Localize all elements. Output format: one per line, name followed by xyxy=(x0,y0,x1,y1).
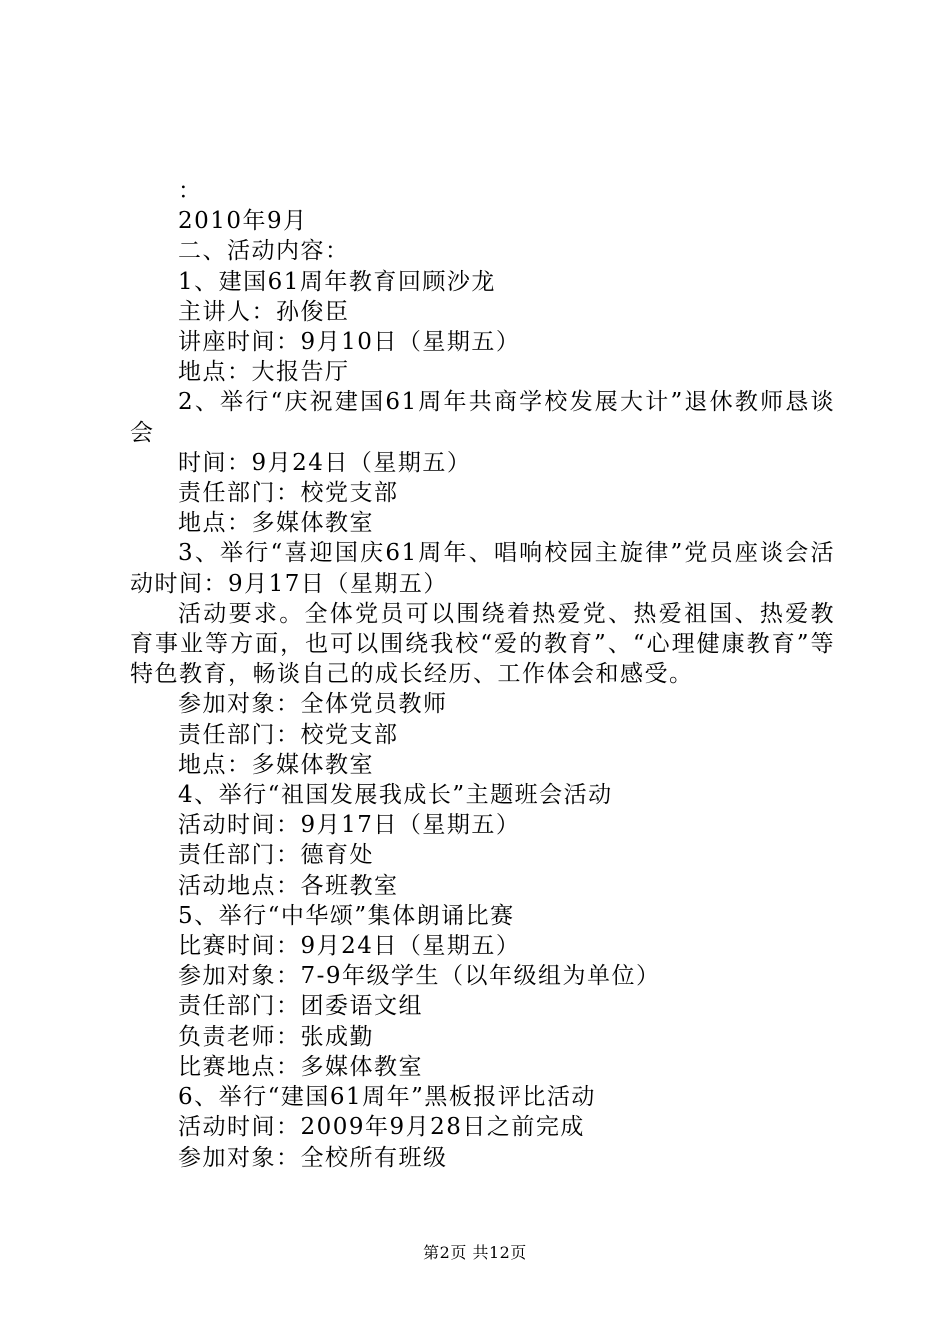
paragraph: 责任部门：德育处 xyxy=(178,842,374,869)
paragraph: 参加对象：全校所有班级 xyxy=(178,1144,448,1171)
paragraph: 比赛时间：9月24日（星期五） xyxy=(178,933,521,960)
activity-title: 3、举行“喜迎国庆61周年、唱响校园主旋律”党员座谈会活动时间：9月17日（星期五） xyxy=(130,540,835,597)
paragraph: 活动时间：2009年9月28日之前完成 xyxy=(178,1114,585,1141)
paragraph: 讲座时间：9月10日（星期五） xyxy=(178,329,521,356)
document-body xyxy=(130,176,835,1173)
paragraph: 活动地点：各班教室 xyxy=(178,872,399,899)
paragraph: 比赛地点：多媒体教室 xyxy=(178,1053,423,1080)
activity-title: 6、举行“建国61周年”黑板报评比活动 xyxy=(178,1084,596,1111)
paragraph: 参加对象：7-9年级学生（以年级组为单位） xyxy=(178,963,661,990)
section-heading: 二、活动内容： xyxy=(178,238,350,265)
paragraph: 时间：9月24日（星期五） xyxy=(178,449,472,476)
activity-title: 4、举行“祖国发展我成长”主题班会活动 xyxy=(178,782,613,809)
page-number-footer: 第2页 共12页 xyxy=(423,1243,527,1262)
paragraph: 活动时间：9月17日（星期五） xyxy=(178,812,521,839)
activity-title: 2、举行“庆祝建国61周年共商学校发展大计”退休教师恳谈会 xyxy=(130,389,835,446)
paragraph: 2010年9月 xyxy=(178,208,308,235)
paragraph: 责任部门：校党支部 xyxy=(178,480,399,507)
activity-title: 1、建国61周年教育回顾沙龙 xyxy=(178,268,496,295)
paragraph: 主讲人：孙俊臣 xyxy=(178,298,350,325)
paragraph: 地点：大报告厅 xyxy=(178,359,350,386)
activity-title: 5、举行“中华颂”集体朗诵比赛 xyxy=(178,902,515,929)
paragraph: 负责老师：张成勤 xyxy=(178,1023,374,1050)
paragraph: 参加对象：全体党员教师 xyxy=(178,691,448,718)
paragraph: 地点：多媒体教室 xyxy=(178,751,374,778)
paragraph: 责任部门：校党支部 xyxy=(178,721,399,748)
paragraph: 责任部门：团委语文组 xyxy=(178,993,423,1020)
paragraph: 活动要求。全体党员可以围绕着热爱党、热爱祖国、热爱教育事业等方面，也可以围绕我校“爱的教育”、“心理健康教育”等特色教育，畅谈自己的成长经历、工作体会和感受。 xyxy=(130,600,835,688)
paragraph: ： xyxy=(178,178,203,204)
paragraph: 地点：多媒体教室 xyxy=(178,510,374,537)
